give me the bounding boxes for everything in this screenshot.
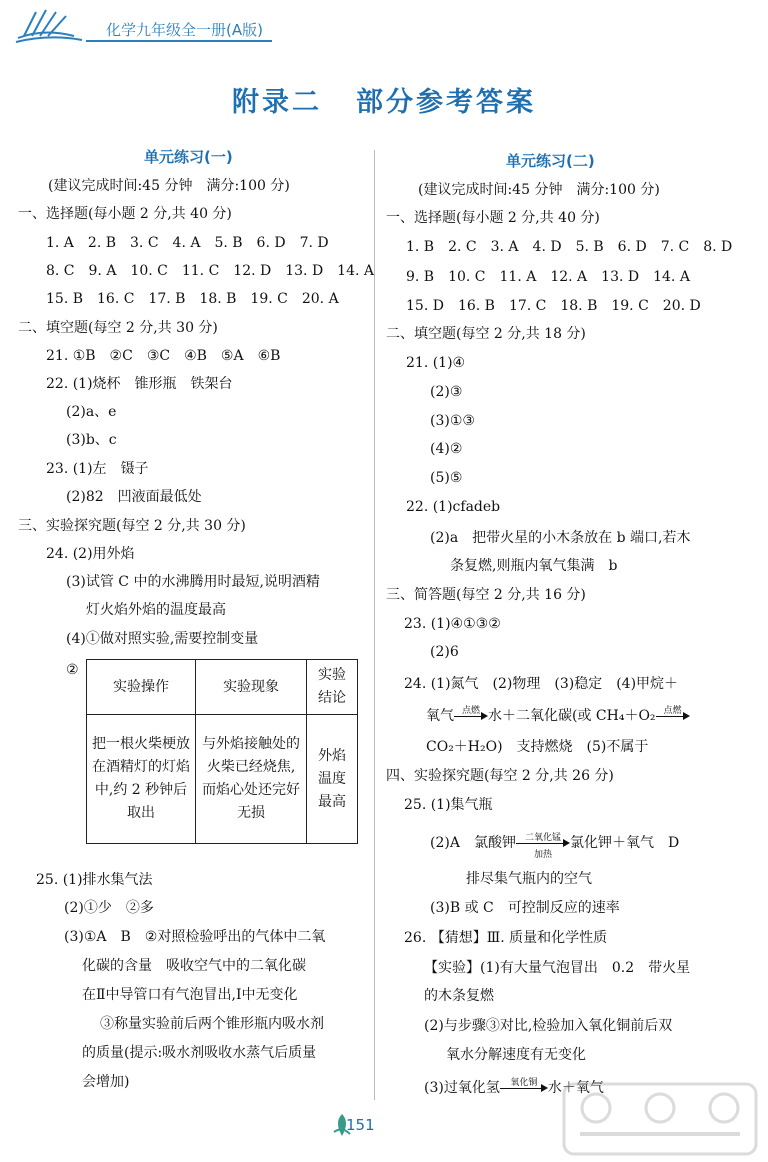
list-item: 一、选择题(每小题 2 分,共 40 分) [386,210,600,226]
table-header-row [87,660,358,715]
eq-condition: 点燃 [663,706,682,716]
list-item: 三、实验探究题(每空 2 分,共 30 分) [18,518,246,534]
page-number: 151 [346,1116,375,1134]
table-header-cell: 实验现象 [196,660,307,715]
list-item: (2)①少 ②多 [64,900,154,916]
list-item: 二、填空题(每空 2 分,共 30 分) [18,320,218,336]
list-item: 23. (1)④①③② [404,616,501,632]
list-item: 三、简答题(每空 2 分,共 16 分) [386,587,586,603]
table-cell: 把一根火柴梗放在酒精灯的灯焰中,约 2 秒钟后取出 [87,715,196,844]
eq-product: 水＋氧气 [547,1080,604,1096]
equation-line [430,833,680,860]
list-item: CO₂＋H₂O) 支持燃烧 (5)不属于 [426,739,649,755]
list-item: (2)a 把带火星的小木条放在 b 端口,若木 [430,530,691,546]
list-item: 24. (2)用外焰 [46,546,135,562]
eq-condition: 二氧化锰 [524,833,561,843]
table-header-cell: 实验操作 [87,660,196,715]
list-item: (2)与步骤③对比,检验加入氧化铜前后双 [424,1018,673,1034]
list-item: 15. D 16. B 17. C 18. B 19. C 20. D [406,298,701,314]
title-left: 附录二 [232,87,322,118]
reaction-arrow-icon [656,706,690,726]
experiment-table [86,659,358,844]
eq-product: 氯化钾＋氧气 D [569,835,680,851]
list-item: (3)①A B ②对照检验呼出的气体中二氧 [64,929,326,945]
list-item: ② [66,662,79,678]
list-item: 1. A 2. B 3. C 4. A 5. B 6. D 7. D [46,235,329,251]
reaction-arrow-icon [500,1078,548,1098]
eq-condition: 加热 [533,850,552,860]
list-item: 【实验】(1)有大量气泡冒出 0.2 带火星 [424,960,691,976]
watermark-logo [560,1080,760,1158]
header-rule [86,40,272,42]
list-item: 24. (1)氮气 (2)物理 (3)稳定 (4)甲烷＋ [404,676,679,692]
list-item: 9. B 10. C 11. A 12. A 13. D 14. A [406,269,690,285]
list-item: 排尽集气瓶内的空气 [466,871,592,887]
equation-line [426,706,690,726]
list-item: 的质量(提示:吸水剂吸收水蒸气后质量 [82,1045,317,1061]
list-item: 23. (1)左 镊子 [46,461,149,477]
table-cell: 与外焰接触处的火柴已经烧焦,而焰心处还完好无损 [196,715,307,844]
header-title: 化学九年级全一册(A版) [106,21,263,39]
list-item: 1. B 2. C 3. A 4. D 5. B 6. D 7. C 8. D [406,239,733,255]
reaction-arrow-icon [454,706,488,726]
list-item: (2)③ [430,384,463,400]
list-item: ③称量实验前后两个锥形瓶内吸水剂 [100,1016,324,1032]
list-item: (4)② [430,441,463,457]
list-item: 22. (1)烧杯 锥形瓶 铁架台 [46,376,233,392]
eq-reactant: 氧气 [426,708,454,724]
list-item: 氧水分解速度有无变化 [446,1047,586,1063]
eq-condition: 氧化铜 [510,1078,538,1088]
list-item: 条复燃,则瓶内氧气集满 b [450,558,618,574]
column-divider [374,150,375,1100]
reaction-arrow-icon [516,833,570,860]
table-row [87,715,358,844]
list-item: (4)①做对照实验,需要控制变量 [66,631,259,647]
list-item: 会增加) [82,1074,130,1090]
list-item: (3)①③ [430,413,475,429]
list-item: (3)B 或 C 可控制反应的速率 [430,900,620,916]
list-item: 一、选择题(每小题 2 分,共 40 分) [18,206,232,222]
list-item: 21. (1)④ [406,355,466,371]
right-section-title: 单元练习(二) [506,152,595,170]
list-item: 21. ①B ②C ③C ④B ⑤A ⑥B [46,348,281,364]
table-header-cell: 实验结论 [307,660,358,715]
page-title [0,80,768,119]
list-item: 灯火焰外焰的温度最高 [86,602,226,618]
list-item: (建议完成时间:45 分钟 满分:100 分) [48,178,290,194]
table-cell: 外焰温度最高 [307,715,358,844]
list-item: (5)⑤ [430,470,463,486]
title-right: 部分参考答案 [356,87,536,118]
list-item: (3)试管 C 中的水沸腾用时最短,说明酒精 [66,574,320,590]
list-item: 四、实验探究题(每空 2 分,共 26 分) [386,768,614,784]
list-item: 25. (1)集气瓶 [404,797,493,813]
list-item: 22. (1)cfadeb [406,499,501,515]
list-item: 的木条复燃 [424,988,494,1004]
list-item: (2)a、e [66,404,117,420]
list-item: (2)6 [430,644,459,660]
eq-product: 水＋二氧化碳(或 CH₄＋O₂ [488,708,656,724]
list-item: 化碳的含量 吸收空气中的二氧化碳 [82,958,306,974]
list-item: 25. (1)排水集气法 [36,872,153,888]
eq-reactant: (3)过氧化氢 [424,1080,500,1096]
list-item: (3)b、c [66,432,117,448]
book-logo-icon [14,8,84,44]
page-header [14,8,274,40]
list-item: 二、填空题(每空 2 分,共 18 分) [386,326,586,342]
list-item: 15. B 16. C 17. B 18. B 19. C 20. A [46,291,339,307]
list-item: (2)82 凹液面最低处 [66,489,202,505]
left-section-title: 单元练习(一) [144,148,233,166]
list-item: 8. C 9. A 10. C 11. C 12. D 13. D 14. A [46,263,374,279]
eq-condition: 点燃 [461,706,480,716]
eq-reactant: (2)A 氯酸钾 [430,835,516,851]
list-item: 在Ⅱ中导管口有气泡冒出,Ⅰ中无变化 [82,987,298,1003]
list-item: 26. 【猜想】Ⅲ. 质量和化学性质 [404,930,608,946]
list-item: (建议完成时间:45 分钟 满分:100 分) [418,182,660,198]
